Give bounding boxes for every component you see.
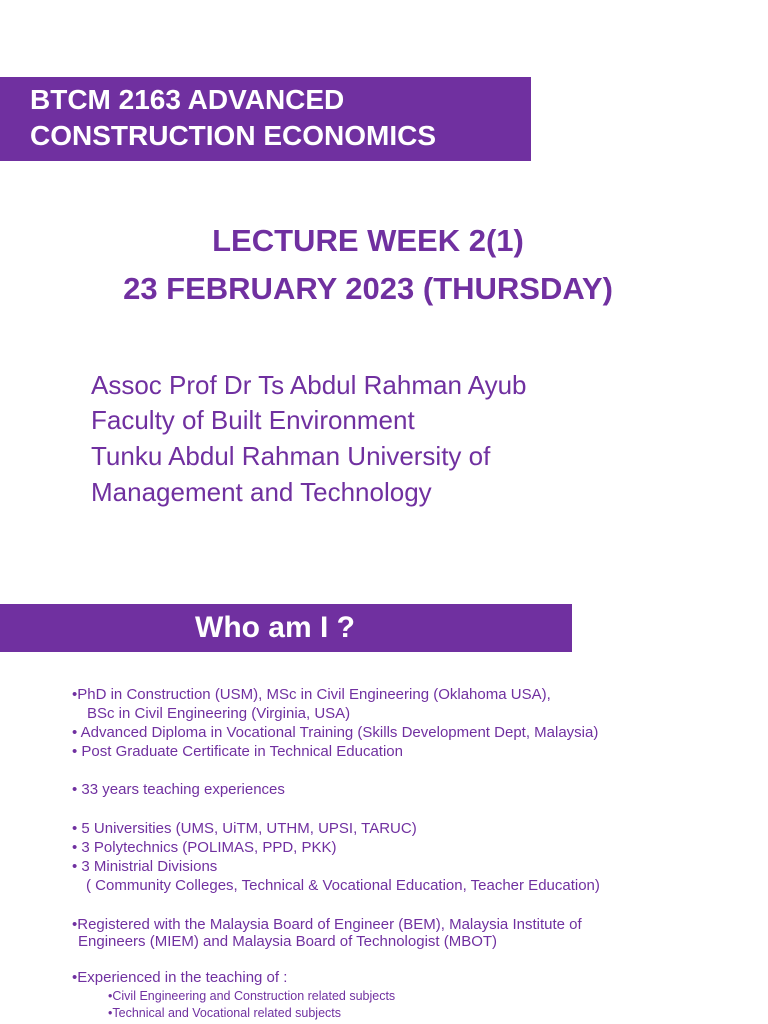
bullet-universities: • 5 Universities (UMS, UiTM, UTHM, UPSI, TARUC) xyxy=(72,820,417,837)
bullet-polytechnics: • 3 Polytechnics (POLIMAS, PPD, PKK) xyxy=(72,839,337,856)
bullet-ministrial-divisions: • 3 Ministrial Divisions xyxy=(72,858,218,875)
who-am-i-banner xyxy=(0,604,572,652)
author-university-line-1: Tunku Abdul Rahman University of xyxy=(91,441,491,471)
course-title-banner xyxy=(0,77,531,161)
bullet-ministrial-divisions-cont: ( Community Colleges, Technical & Vocational Education, Teacher Education) xyxy=(86,877,600,894)
bullet-teaching-areas: •Experienced in the teaching of : xyxy=(72,969,288,986)
bullet-degrees-cont: BSc in Civil Engineering (Virginia, USA) xyxy=(87,705,351,722)
course-title-line-1: BTCM 2163 ADVANCED xyxy=(30,84,345,115)
course-title-line-2: CONSTRUCTION ECONOMICS xyxy=(30,120,436,151)
bullet-registrations-cont: Engineers (MIEM) and Malaysia Board of Technologist (MBOT) xyxy=(78,933,498,950)
lecture-week: LECTURE WEEK 2(1) xyxy=(212,223,524,258)
bullet-teaching-experience: • 33 years teaching experiences xyxy=(72,781,285,798)
bullet-registrations: •Registered with the Malaysia Board of Engineer (BEM), Malaysia Institute of xyxy=(72,916,582,933)
bullet-advanced-diploma: • Advanced Diploma in Vocational Training (Skills Development Dept, Malaysia) xyxy=(72,724,599,741)
sub-bullet-civil-engineering: •Civil Engineering and Construction related subjects xyxy=(108,989,396,1003)
author-faculty: Faculty of Built Environment xyxy=(91,405,415,435)
section-title: Who am I ? xyxy=(195,611,355,644)
author-university-line-2: Management and Technology xyxy=(91,477,432,507)
sub-bullet-technical-vocational: •Technical and Vocational related subjects xyxy=(108,1006,341,1020)
lecture-date: 23 FEBRUARY 2023 (THURSDAY) xyxy=(123,271,613,306)
author-name: Assoc Prof Dr Ts Abdul Rahman Ayub xyxy=(91,370,527,400)
bullet-degrees: •PhD in Construction (USM), MSc in Civil Engineering (Oklahoma USA), xyxy=(72,686,551,703)
bullet-postgrad-certificate: • Post Graduate Certificate in Technical Education xyxy=(72,743,403,760)
